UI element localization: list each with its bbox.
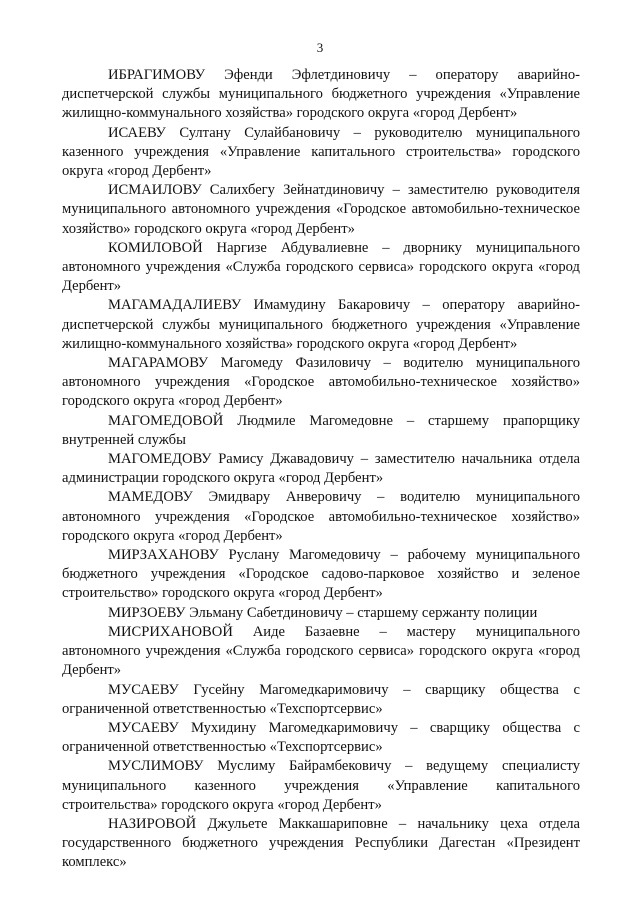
list-item: МУСЛИМОВУ Муслиму Байрамбековичу – ведущему специалисту муниципального казенного учреждения «Управление капитального строительства» городского округа «город Дербент» (62, 758, 580, 813)
list-item: МИСРИХАНОВОЙ Аиде Базаевне – мастеру муниципального автономного учреждения «Служба городского сервиса» городского округа «город Дербент» (62, 623, 580, 679)
page-number: 3 (316, 40, 324, 55)
list-item: ИБРАГИМОВУ Эфенди Эфлетдиновичу – оператору аварийно-диспетчерской службы муниципального бюджетного учреждения «Управление жилищно-коммунального хозяйства» городского округа «город Дербент» (62, 67, 580, 122)
list-item: КОМИЛОВОЙ Наргизе Абдувалиевне – дворнику муниципального автономного учреждения «Служба городского сервиса» городского округа «город Дербент» (62, 239, 580, 295)
list-item: ИСАЕВУ Султану Сулайбановичу – руководителю муниципального казенного учреждения «Управление капитального строительства» городского округа «город Дербент» (62, 124, 580, 180)
list-item: НАЗИРОВОЙ Джульете Маккашариповне – начальнику цеха отдела государственного бюджетного учреждения Республики Дагестан «Президент комплекс» (62, 815, 580, 871)
award-list (62, 66, 580, 873)
list-item: МУСАЕВУ Гусейну Магомедкаримовичу – сварщику общества с ограниченной ответственностью «Техспортсервис» (62, 681, 580, 717)
list-item: МАГАМАДАЛИЕВУ Имамудину Бакаровичу – оператору аварийно-диспетчерской службы муниципального бюджетного учреждения «Управление жилищно-коммунального хозяйства» городского округа «город Дербент» (62, 297, 580, 352)
list-item: ИСМАИЛОВУ Салихбегу Зейнатдиновичу – заместителю руководителя муниципального автономного учреждения «Городское автомобильно-техническое хозяйство» городского округа «город Дербент» (62, 182, 580, 237)
list-item: МАГОМЕДОВОЙ Людмиле Магомедовне – старшему прапорщику внутренней службы (62, 412, 580, 448)
list-item: МАГАРАМОВУ Магомеду Фазиловичу – водителю муниципального автономного учреждения «Городское автомобильно-техническое хозяйство» городского округа «город Дербент» (62, 355, 580, 410)
list-item: МУСАЕВУ Мухидину Магомедкаримовичу – сварщику общества с ограниченной ответственностью «Техспортсервис» (62, 719, 580, 756)
list-item: МАГОМЕДОВУ Рамису Джавадовичу – заместителю начальника отдела администрации городского округа «город Дербент» (62, 451, 580, 487)
list-item: МИРЗАХАНОВУ Руслану Магомедовичу – рабочему муниципального бюджетного учреждения «Городское садово-парковое хозяйство и зеленое строительство» городского округа «город Дербент» (62, 547, 580, 602)
list-item: МАМЕДОВУ Эмидвару Анверовичу – водителю муниципального автономного учреждения «Городское автомобильно-техническое хозяйство» городского округа «город Дербент» (62, 489, 580, 544)
list-item: МИРЗОЕВУ Эльману Сабетдиновичу – старшему сержанту полиции (108, 604, 538, 621)
